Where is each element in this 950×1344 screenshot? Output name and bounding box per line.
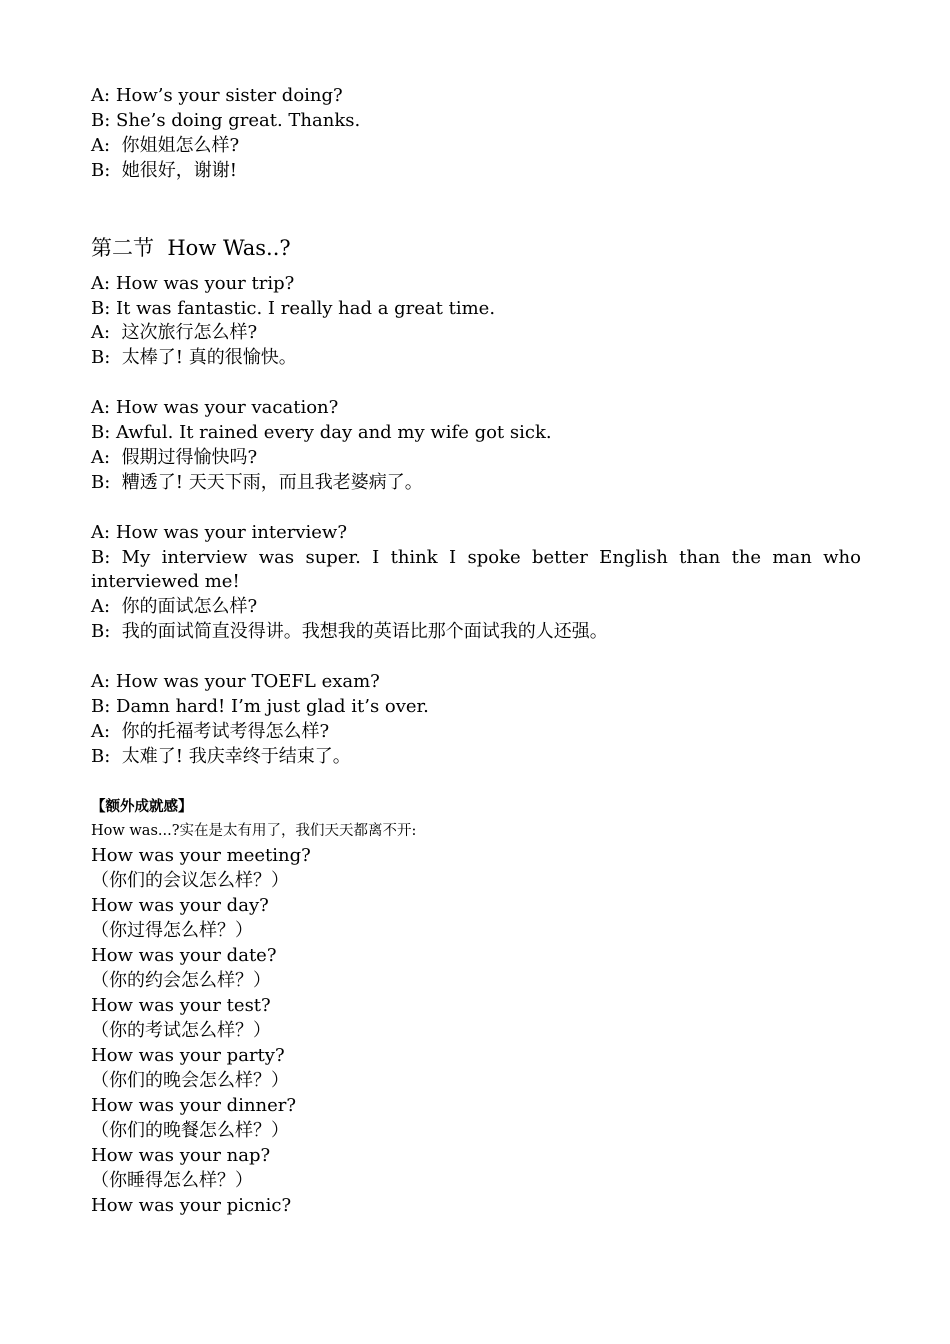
dialog-text: 假期过得愉快吗? <box>121 446 258 468</box>
dialog-text: 我的面试简直没得讲。我想我的英语比那个面试我的人还强。 <box>121 621 608 643</box>
phrase-zh: （你的约会怎么样？） <box>91 969 271 991</box>
section-heading: How Was..? <box>167 235 291 260</box>
dialog-text: 你姐姐怎么样? <box>121 134 240 156</box>
speaker-label: A: <box>91 322 111 344</box>
dialog-text: 太棒了! 真的很愉快。 <box>121 347 297 369</box>
dialog-text: 这次旅行怎么样? <box>121 322 258 344</box>
dialog-interview <box>91 521 861 646</box>
dialog-text: It was fantastic. I really had a great time. <box>116 297 496 319</box>
phrase-en: How was your date? <box>91 944 277 966</box>
spacer <box>91 496 861 521</box>
phrase-zh: （你的考试怎么样？） <box>91 1019 271 1041</box>
dialog-text: How was your vacation? <box>115 397 339 419</box>
dialog-text: 你的面试怎么样? <box>121 596 258 618</box>
dialog-text: 太难了! 我庆幸终于结束了。 <box>121 745 351 767</box>
dialog-text: 糟透了! 天天下雨，而且我老婆病了。 <box>121 471 423 493</box>
phrase-en: How was your day? <box>91 894 269 916</box>
section-number: 第二节 <box>91 235 154 260</box>
spacer <box>91 371 861 396</box>
spacer <box>91 645 861 670</box>
speaker-label: A: <box>91 397 111 419</box>
speaker-label: B: <box>91 546 111 568</box>
dialog-line <box>91 720 861 745</box>
dialog-line <box>91 670 861 695</box>
spacer <box>91 184 861 235</box>
spacer <box>91 770 861 795</box>
extra-intro: How was...?实在是太有用了，我们天天都离不开: <box>91 822 417 839</box>
speaker-label: B: <box>91 159 111 181</box>
dialog-line <box>91 521 861 546</box>
extra-section <box>91 795 861 1218</box>
phrase-zh: （你过得怎么样？） <box>91 919 253 941</box>
speaker-label: A: <box>91 596 111 618</box>
section-title <box>91 235 861 261</box>
dialog-line <box>91 471 861 496</box>
speaker-label: B: <box>91 695 111 717</box>
speaker-label: B: <box>91 297 111 319</box>
phrase-en: How was your test? <box>91 994 271 1016</box>
dialog-text: Awful. It rained every day and my wife got sick. <box>116 422 552 444</box>
speaker-label: A: <box>91 521 111 543</box>
dialog-text: She’s doing great. Thanks. <box>116 109 361 131</box>
phrase-zh: （你们的晚餐怎么样？） <box>91 1119 289 1141</box>
speaker-label: A: <box>91 272 111 294</box>
dialog-line <box>91 159 861 184</box>
dialog-trip <box>91 272 861 372</box>
dialog-vacation <box>91 396 861 496</box>
phrase-zh: （你们的会议怎么样？） <box>91 869 289 891</box>
dialog-text: How was your TOEFL exam? <box>115 671 380 693</box>
phrase-en: How was your party? <box>91 1044 285 1066</box>
dialog-line <box>91 321 861 346</box>
dialog-line <box>91 446 861 471</box>
phrase-en: How was your nap? <box>91 1144 271 1166</box>
dialog-line <box>91 84 861 109</box>
speaker-label: B: <box>91 621 111 643</box>
speaker-label: A: <box>91 671 111 693</box>
dialog-line <box>91 421 861 446</box>
dialog-line <box>91 297 861 322</box>
speaker-label: B: <box>91 422 111 444</box>
extra-heading: 【额外成就感】 <box>91 797 193 815</box>
dialog-text: How was your trip? <box>115 272 295 294</box>
speaker-label: A: <box>91 446 111 468</box>
phrase-zh: （你睡得怎么样？） <box>91 1169 253 1191</box>
dialog-line <box>91 695 861 720</box>
dialog-line <box>91 546 861 596</box>
speaker-label: B: <box>91 347 111 369</box>
phrase-en: How was your dinner? <box>91 1094 297 1116</box>
dialog-text: Damn hard! I’m just glad it’s over. <box>116 695 429 717</box>
dialog-text: 她很好，谢谢! <box>121 159 237 181</box>
speaker-label: B: <box>91 109 111 131</box>
speaker-label: B: <box>91 745 111 767</box>
dialog-line <box>91 396 861 421</box>
speaker-label: A: <box>91 85 111 106</box>
dialog-text: How’s your sister doing? <box>115 85 343 106</box>
dialog-line <box>91 272 861 297</box>
dialog-line <box>91 595 861 620</box>
document-page <box>91 84 861 1218</box>
dialog-text: How was your interview? <box>115 521 347 543</box>
dialog-line <box>91 745 861 770</box>
dialog-line <box>91 109 861 134</box>
phrase-en: How was your picnic? <box>91 1194 292 1216</box>
dialog-line <box>91 134 861 159</box>
dialog-toefl <box>91 670 861 770</box>
phrase-en: How was your meeting? <box>91 844 311 866</box>
dialog-text: My interview was super. I think I spoke better English than the man who interviewed me! <box>91 546 861 593</box>
speaker-label: B: <box>91 471 111 493</box>
speaker-label: A: <box>91 134 111 156</box>
dialog-line <box>91 346 861 371</box>
phrase-zh: （你们的晚会怎么样？） <box>91 1069 289 1091</box>
dialog-text: 你的托福考试考得怎么样? <box>121 720 330 742</box>
speaker-label: A: <box>91 720 111 742</box>
dialog-line <box>91 620 861 645</box>
intro-dialog <box>91 84 861 184</box>
